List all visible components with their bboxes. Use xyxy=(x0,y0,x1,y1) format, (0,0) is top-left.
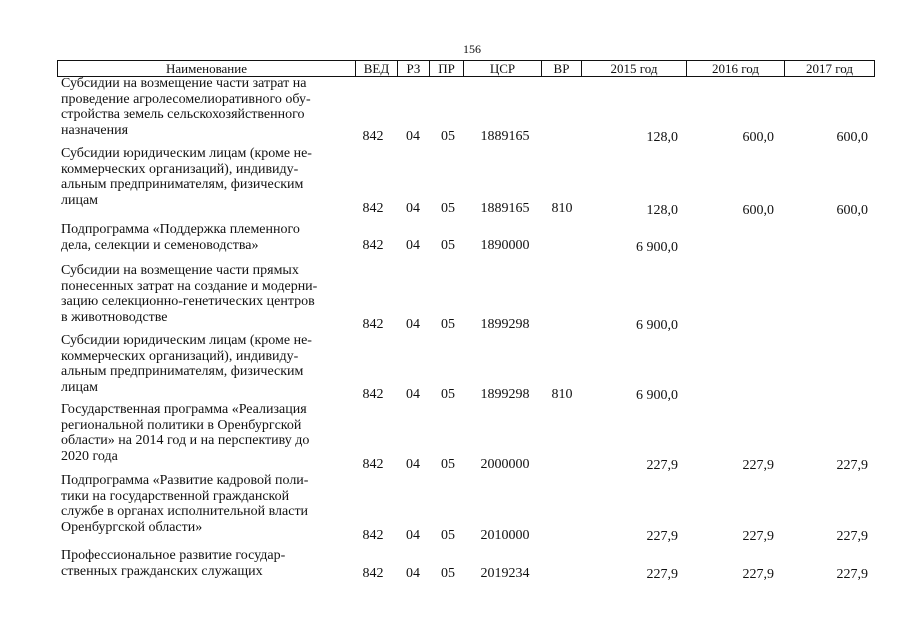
header-rz: РЗ xyxy=(397,61,429,76)
row-name: Субсидии юридическим лицам (кроме не- коммерческих организаций), индивиду- альным предпринимателям, физическим лицам xyxy=(61,146,312,208)
table-header xyxy=(57,60,875,77)
row-ved: 842 xyxy=(362,201,384,216)
row-pr: 05 xyxy=(441,528,455,543)
header-ved: ВЕД xyxy=(355,61,397,76)
row-ved: 842 xyxy=(362,566,384,581)
row-ved: 842 xyxy=(362,129,384,144)
row-2016: 600,0 xyxy=(742,130,774,145)
row-rz: 04 xyxy=(406,317,420,332)
row-2017: 227,9 xyxy=(836,458,868,473)
row-pr: 05 xyxy=(441,566,455,581)
row-2015: 128,0 xyxy=(646,203,678,218)
page-number: 156 xyxy=(463,42,481,56)
row-2015: 227,9 xyxy=(646,567,678,582)
row-pr: 05 xyxy=(441,129,455,144)
row-pr: 05 xyxy=(441,238,455,253)
row-name: Субсидии на возмещение части прямых понесенных затрат на создание и модерни- зацию селекционно-генетических центров в животноводстве xyxy=(61,263,318,325)
row-name: Подпрограмма «Развитие кадровой поли- тики на государственной гражданской службе в органах исполнительной власти Оренбургской области» xyxy=(61,473,309,535)
row-rz: 04 xyxy=(406,566,420,581)
row-2016: 227,9 xyxy=(742,529,774,544)
row-2015: 128,0 xyxy=(646,130,678,145)
row-2015: 227,9 xyxy=(646,529,678,544)
row-2016: 227,9 xyxy=(742,458,774,473)
row-2016: 227,9 xyxy=(742,567,774,582)
row-csr: 2010000 xyxy=(480,528,530,543)
header-2015: 2015 год xyxy=(581,61,686,76)
row-rz: 04 xyxy=(406,129,420,144)
header-pr: ПР xyxy=(429,61,463,76)
row-name: Профессиональное развитие государ- ственных гражданских служащих xyxy=(61,548,286,579)
row-pr: 05 xyxy=(441,201,455,216)
row-ved: 842 xyxy=(362,317,384,332)
row-2017: 600,0 xyxy=(836,203,868,218)
row-rz: 04 xyxy=(406,528,420,543)
row-pr: 05 xyxy=(441,317,455,332)
row-2015: 227,9 xyxy=(646,458,678,473)
header-csr: ЦСР xyxy=(463,61,541,76)
row-name: Субсидии юридическим лицам (кроме не- коммерческих организаций), индивиду- альным предпринимателям, физическим лицам xyxy=(61,333,312,395)
row-pr: 05 xyxy=(441,457,455,472)
row-vr: 810 xyxy=(551,201,573,216)
row-rz: 04 xyxy=(406,457,420,472)
row-vr: 810 xyxy=(551,387,573,402)
row-2016: 600,0 xyxy=(742,203,774,218)
row-2017: 600,0 xyxy=(836,130,868,145)
row-csr: 1899298 xyxy=(480,387,530,402)
row-2017: 227,9 xyxy=(836,529,868,544)
row-name: Субсидии на возмещение части затрат на проведение агролесомелиоративного обу- стройства земель сельскохозяйственного назначения xyxy=(61,76,311,138)
row-2015: 6 900,0 xyxy=(636,240,678,255)
row-name: Подпрограмма «Поддержка племенного дела, селекции и семеноводства» xyxy=(61,222,300,253)
row-rz: 04 xyxy=(406,238,420,253)
row-pr: 05 xyxy=(441,387,455,402)
header-vr: ВР xyxy=(541,61,581,76)
row-rz: 04 xyxy=(406,387,420,402)
row-2015: 6 900,0 xyxy=(636,318,678,333)
row-name: Государственная программа «Реализация региональной политики в Оренбургской области» на 2014 год и на перспективу до 2020 года xyxy=(61,402,310,464)
row-rz: 04 xyxy=(406,201,420,216)
row-csr: 2019234 xyxy=(480,566,530,581)
row-ved: 842 xyxy=(362,238,384,253)
row-ved: 842 xyxy=(362,387,384,402)
row-csr: 1890000 xyxy=(480,238,530,253)
header-2017: 2017 год xyxy=(784,61,874,76)
header-name: Наименование xyxy=(166,61,247,76)
row-csr: 1889165 xyxy=(480,201,530,216)
row-ved: 842 xyxy=(362,457,384,472)
row-csr: 1899298 xyxy=(480,317,530,332)
row-ved: 842 xyxy=(362,528,384,543)
header-2016: 2016 год xyxy=(686,61,784,76)
row-2015: 6 900,0 xyxy=(636,388,678,403)
row-csr: 1889165 xyxy=(480,129,530,144)
row-csr: 2000000 xyxy=(480,457,530,472)
row-2017: 227,9 xyxy=(836,567,868,582)
